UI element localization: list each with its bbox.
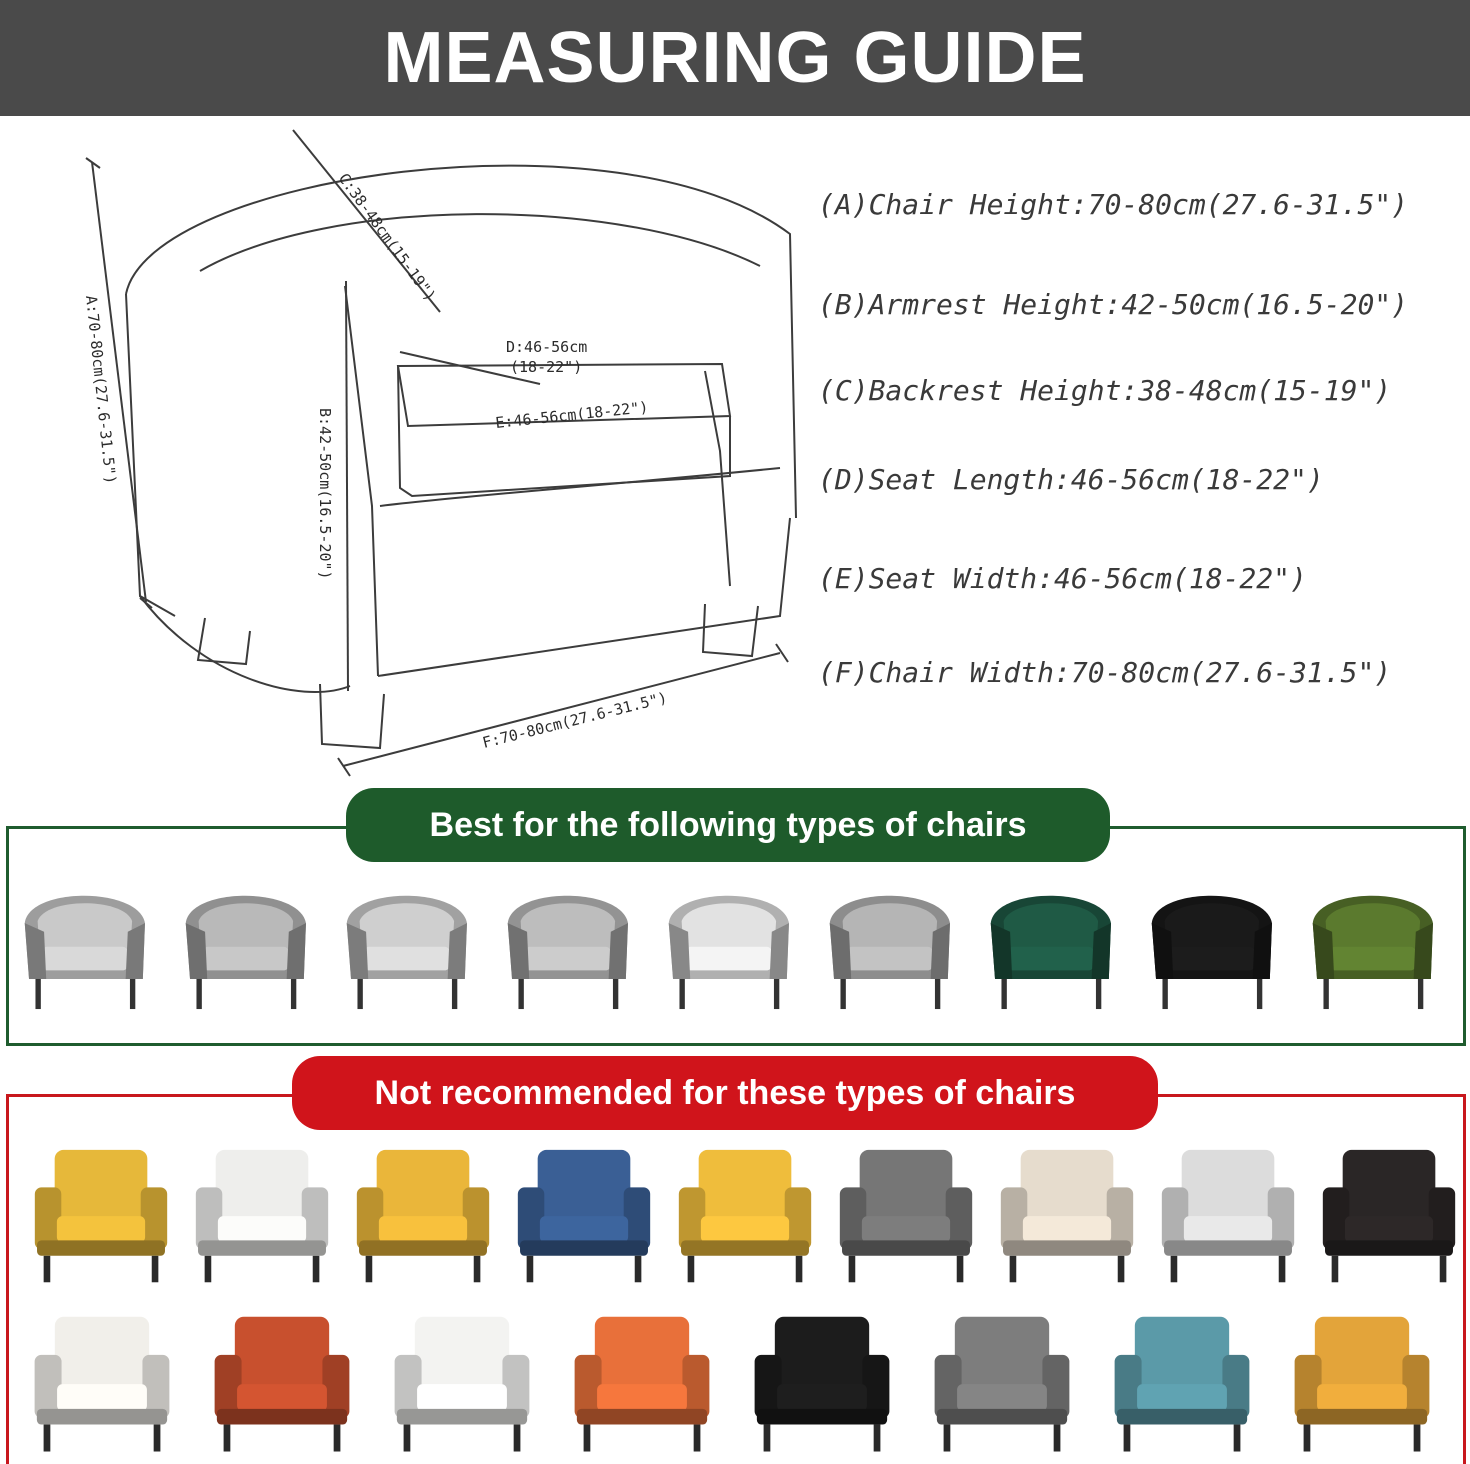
recommended-chair-7-tub-chair-icon: [980, 880, 1126, 1020]
spec-backrest-height: (C)Backrest Height:38-48cm(15-19"): [818, 374, 1392, 407]
measuring-diagram: [0, 116, 1470, 796]
not-recommended-chair-row2-5-armchair-icon: [742, 1310, 902, 1456]
recommended-chair-9-tub-chair-icon: [1302, 880, 1448, 1020]
page-title: MEASURING GUIDE: [383, 18, 1087, 98]
header-bar: [0, 0, 1470, 116]
not-recommended-chair-3-armchair-icon: [348, 1142, 498, 1288]
dim-label-b: B:42-50cm(16.5-20"): [316, 408, 334, 580]
not-recommended-chair-6-armchair-icon: [831, 1142, 981, 1288]
not-recommended-chair-row2-2-armchair-icon: [202, 1310, 362, 1456]
not-recommended-chair-row2-7-armchair-icon: [1102, 1310, 1262, 1456]
spec-seat-width: (E)Seat Width:46-56cm(18-22"): [818, 562, 1307, 595]
not-recommended-chair-8-armchair-icon: [1153, 1142, 1303, 1288]
not-recommended-chair-row2-8-armchair-icon: [1282, 1310, 1442, 1456]
not-recommended-chair-row2-4-armchair-icon: [562, 1310, 722, 1456]
dim-label-d-cm: D:46-56cm: [506, 338, 588, 356]
not-recommended-chair-4-armchair-icon: [509, 1142, 659, 1288]
dim-label-f: F:70-80cm(27.6-31.5"): [480, 688, 669, 752]
recommended-chair-4-tub-chair-icon: [497, 880, 643, 1020]
not-recommended-chair-row2-6-armchair-icon: [922, 1310, 1082, 1456]
recommended-chair-1-tub-chair-icon: [14, 880, 160, 1020]
not-recommended-chair-5-armchair-icon: [670, 1142, 820, 1288]
not-recommended-chair-row2-3-armchair-icon: [382, 1310, 542, 1456]
not-recommended-title: Not recommended for these types of chairs: [292, 1056, 1158, 1130]
dim-label-e: E:46-56cm(18-22"): [494, 398, 650, 432]
not-recommended-chair-9-armchair-icon: [1314, 1142, 1464, 1288]
recommended-chair-3-tub-chair-icon: [336, 880, 482, 1020]
spec-chair-height: (A)Chair Height:70-80cm(27.6-31.5"): [818, 188, 1409, 221]
spec-seat-length: (D)Seat Length:46-56cm(18-22"): [818, 463, 1324, 496]
not-recommended-chair-7-armchair-icon: [992, 1142, 1142, 1288]
not-recommended-chair-2-armchair-icon: [187, 1142, 337, 1288]
recommended-chair-8-tub-chair-icon: [1141, 880, 1287, 1020]
spec-armrest-height: (B)Armrest Height:42-50cm(16.5-20"): [818, 288, 1409, 321]
dim-label-d-in: (18-22"): [510, 358, 583, 376]
not-recommended-chair-row2-1-armchair-icon: [22, 1310, 182, 1456]
recommended-chair-5-tub-chair-icon: [658, 880, 804, 1020]
recommended-chair-6-tub-chair-icon: [819, 880, 965, 1020]
dim-label-a: A:70-80cm(27.6-31.5"): [82, 294, 120, 486]
not-recommended-chair-1-armchair-icon: [26, 1142, 176, 1288]
recommended-title: Best for the following types of chairs: [346, 788, 1110, 862]
recommended-chair-2-tub-chair-icon: [175, 880, 321, 1020]
dim-label-c: C:38-48cm(15-19"): [334, 169, 440, 305]
spec-chair-width: (F)Chair Width:70-80cm(27.6-31.5"): [818, 656, 1392, 689]
